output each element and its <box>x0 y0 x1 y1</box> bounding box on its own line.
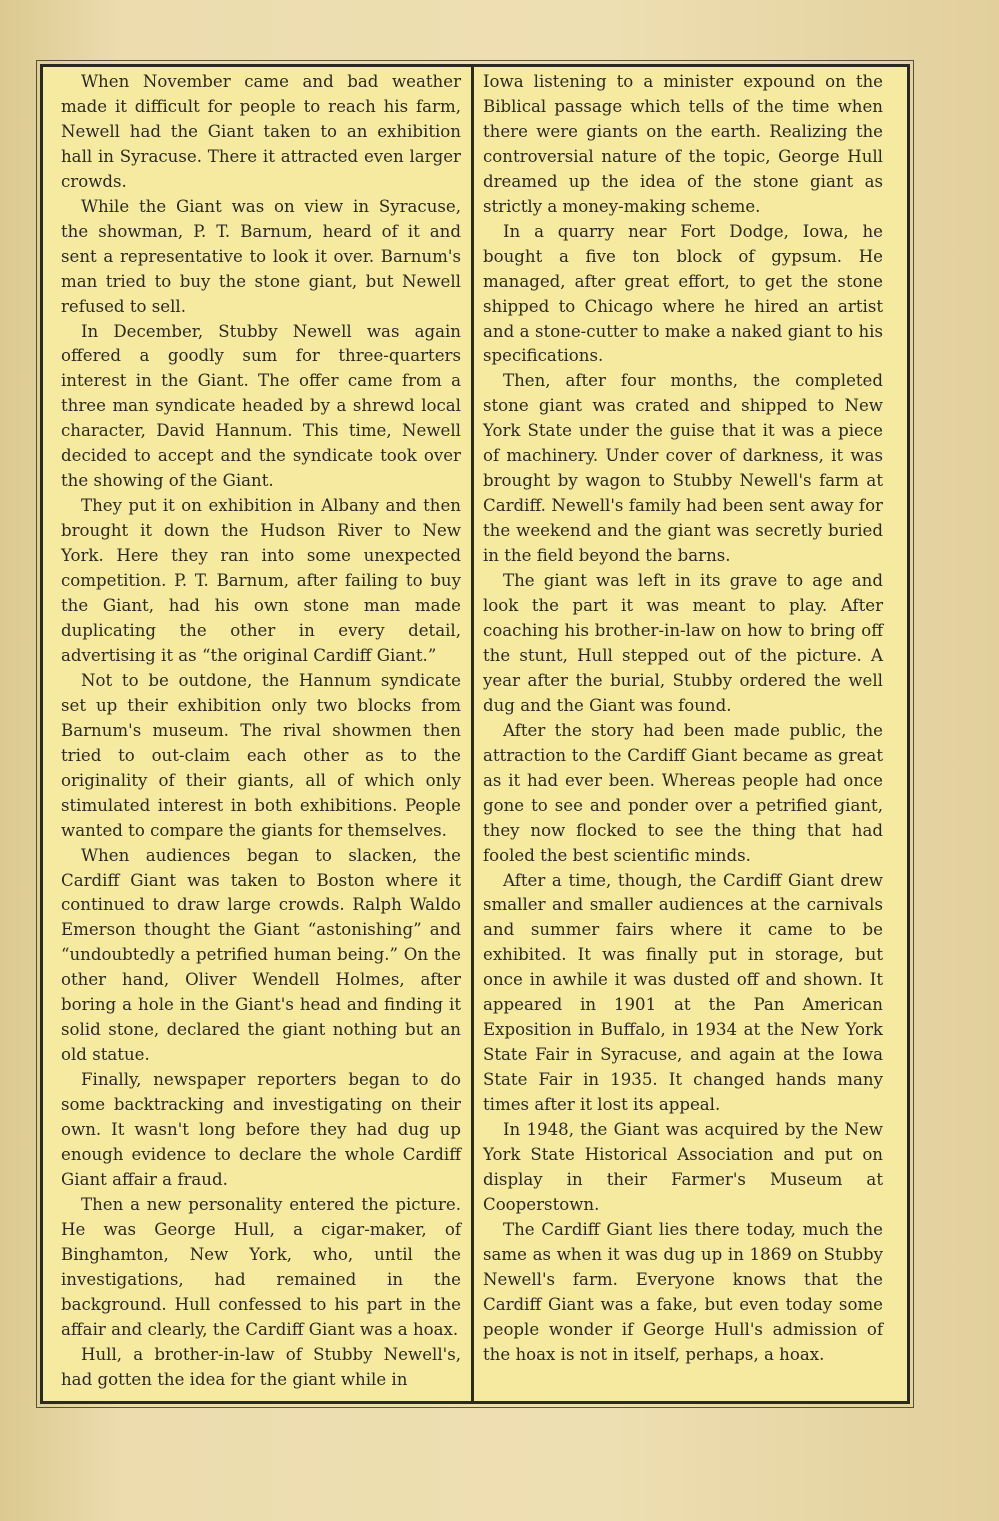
paragraph: Finally, newspaper reporters began to do some backtracking and investigating on their own. It wasn't long before they had dug up enough evidence to declare the whole Cardiff Giant affair a fraud. <box>61 1070 461 1189</box>
paragraph: Iowa listening to a minister expound on the Biblical passage which tells of the time when there were giants on the earth. Realizing the controversial nature of the topic, George Hull dreamed up the idea of the stone giant as strictly a money-making scheme. <box>483 72 883 216</box>
paragraph: Not to be outdone, the Hannum syndicate set up their exhibition only two blocks from Barnum's museum. The rival showmen then tried to out-claim each other as to the originality of their giants, all of which only stimulated interest in both exhibitions. People wanted to compare the giants for themselves. <box>61 670 461 840</box>
paragraph: They put it on exhibition in Albany and then brought it down the Hudson River to New York. Here they ran into some unexpected competition. P. T. Barnum, after failing to buy the Giant, had his own stone man made duplicating the other in every detail, advertising it as “the original Cardiff Giant.” <box>61 496 461 665</box>
paragraph: The giant was left in its grave to age and look the part it was meant to play. After coaching his brother-in-law on how to bring off the stunt, Hull stepped out of the picture. A year after the burial, Stubby ordered the well dug and the Giant was found. <box>483 571 883 715</box>
paragraph: In a quarry near Fort Dodge, Iowa, he bought a five ton block of gypsum. He managed, after great effort, to get the stone shipped to Chicago where he hired an artist and a stone-cutter to make a naked giant to his specifications. <box>483 221 883 366</box>
paragraph: Then a new personality entered the picture. He was George Hull, a cigar-maker, of Binghamton, New York, who, until the investigations, had remained in the background. Hull confessed to his part in the affair and clearly, the Cardiff Giant was a hoax. <box>61 1194 461 1339</box>
paragraph: In December, Stubby Newell was again offered a goodly sum for three-quarters interest in the Giant. The offer came from a three man syndicate headed by a shrewd local character, David Hannum. This time, Newell decided to accept and the syndicate took over the showing of the Giant. <box>61 321 461 491</box>
paragraph: Hull, a brother-in-law of Stubby Newell's, had gotten the idea for the giant while in <box>61 1344 461 1389</box>
paragraph: After a time, though, the Cardiff Giant drew smaller and smaller audiences at the carnivals and summer fairs where it came to be exhibited. It was finally put in storage, but once in awhile it was dusted off and shown. It appeared in 1901 at the Pan American Exposition in Buffalo, in 1934 at the New York State Fair in Syracuse, and again at the Iowa State Fair in 1935. It changed hands many times after it lost its appeal. <box>483 870 883 1115</box>
paragraph: When audiences began to slacken, the Cardiff Giant was taken to Boston where it continued to draw large crowds. Ralph Waldo Emerson thought the Giant “astonishing” and “undoubtedly a petrified human being.” On the other hand, Oliver Wendell Holmes, after boring a hole in the Giant's head and finding it solid stone, declared the giant nothing but an old statue. <box>61 845 461 1065</box>
paragraph: In 1948, the Giant was acquired by the New York State Historical Association and put on display in their Farmer's Museum at Cooperstown. <box>483 1120 883 1214</box>
paragraph: Then, after four months, the completed stone giant was crated and shipped to New York State under the guise that it was a piece of machinery. Under cover of darkness, it was brought by wagon to Stubby Newell's farm at Cardiff. Newell's family had been sent away for the weekend and the giant was secretly buried in the field beyond the barns. <box>483 371 883 566</box>
column-divider <box>471 64 474 1404</box>
paragraph: When November came and bad weather made it difficult for people to reach his farm, Newell had the Giant taken to an exhibition hall in Syracuse. There it attracted even larger crowds. <box>61 72 461 191</box>
left-column <box>61 70 461 1393</box>
paragraph: The Cardiff Giant lies there today, much the same as when it was dug up in 1869 on Stubby Newell's farm. Everyone knows that the Cardiff Giant was a fake, but even today some people wonder if George Hull's admission of the hoax is not in itself, perhaps, a hoax. <box>483 1219 883 1364</box>
right-column <box>483 70 883 1368</box>
paragraph: After the story had been made public, the attraction to the Cardiff Giant became as great as it had ever been. Whereas people had once gone to see and ponder over a petrified giant, they now flocked to see the thing that had fooled the best scientific minds. <box>483 720 883 865</box>
paragraph: While the Giant was on view in Syracuse, the showman, P. T. Barnum, heard of it and sent a representative to look it over. Barnum's man tried to buy the stone giant, but Newell refused to sell. <box>61 196 461 316</box>
